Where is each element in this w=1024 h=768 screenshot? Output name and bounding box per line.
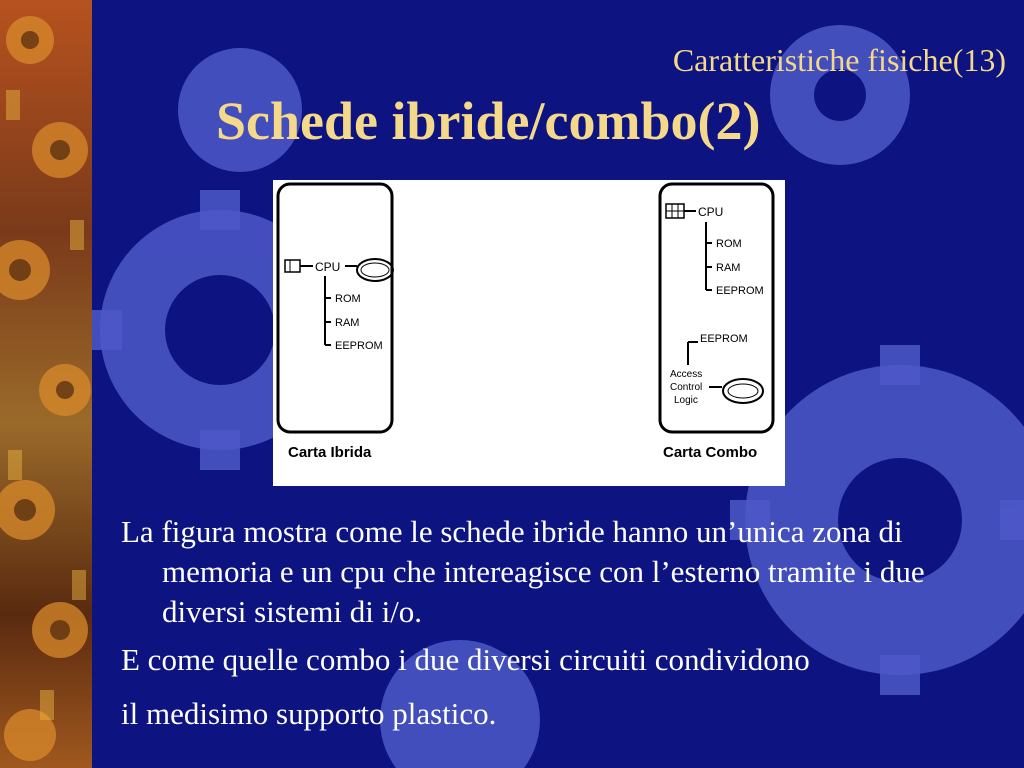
combo-caption: Carta Combo [663,444,758,461]
card-comparison-figure [273,180,785,486]
antenna-icon [723,379,763,403]
hybrid-ram-label: RAM [335,317,360,329]
hybrid-eeprom-label: EEPROM [335,340,383,352]
slide-body [121,512,1016,734]
combo-eeprom2-label: EEPROM [700,333,748,345]
body-paragraph: E come quelle combo i due diversi circuiti condividono [121,642,810,677]
decorative-left-strip [0,0,92,768]
combo-eeprom-label: EEPROM [716,285,764,297]
hybrid-cpu-label: CPU [315,260,341,274]
combo-cpu-label: CPU [698,205,724,219]
chip-icon [285,260,300,272]
combo-access-label: Access [670,369,703,380]
combo-logic-label: Logic [674,395,698,406]
hybrid-card [278,184,393,461]
slide-subtitle: Caratteristiche fisiche(13) [672,42,1006,78]
antenna-icon [357,259,393,281]
body-paragraph: il medisimo supporto plastico. [121,696,497,731]
hybrid-rom-label: ROM [335,293,361,305]
slide-title: Schede ibride/combo(2) [216,91,761,151]
body-paragraph: La figura mostra come le schede ibride hanno un’unica zona di memoria e un cpu che intereagisce con l’esterno tramite i due diversi sistemi di i/o. [121,514,925,629]
combo-control-label: Control [670,382,703,393]
combo-rom-label: ROM [716,238,742,250]
chip-icon [666,204,684,218]
combo-ram-label: RAM [716,262,741,274]
combo-card [660,184,773,461]
hybrid-caption: Carta Ibrida [288,444,372,461]
